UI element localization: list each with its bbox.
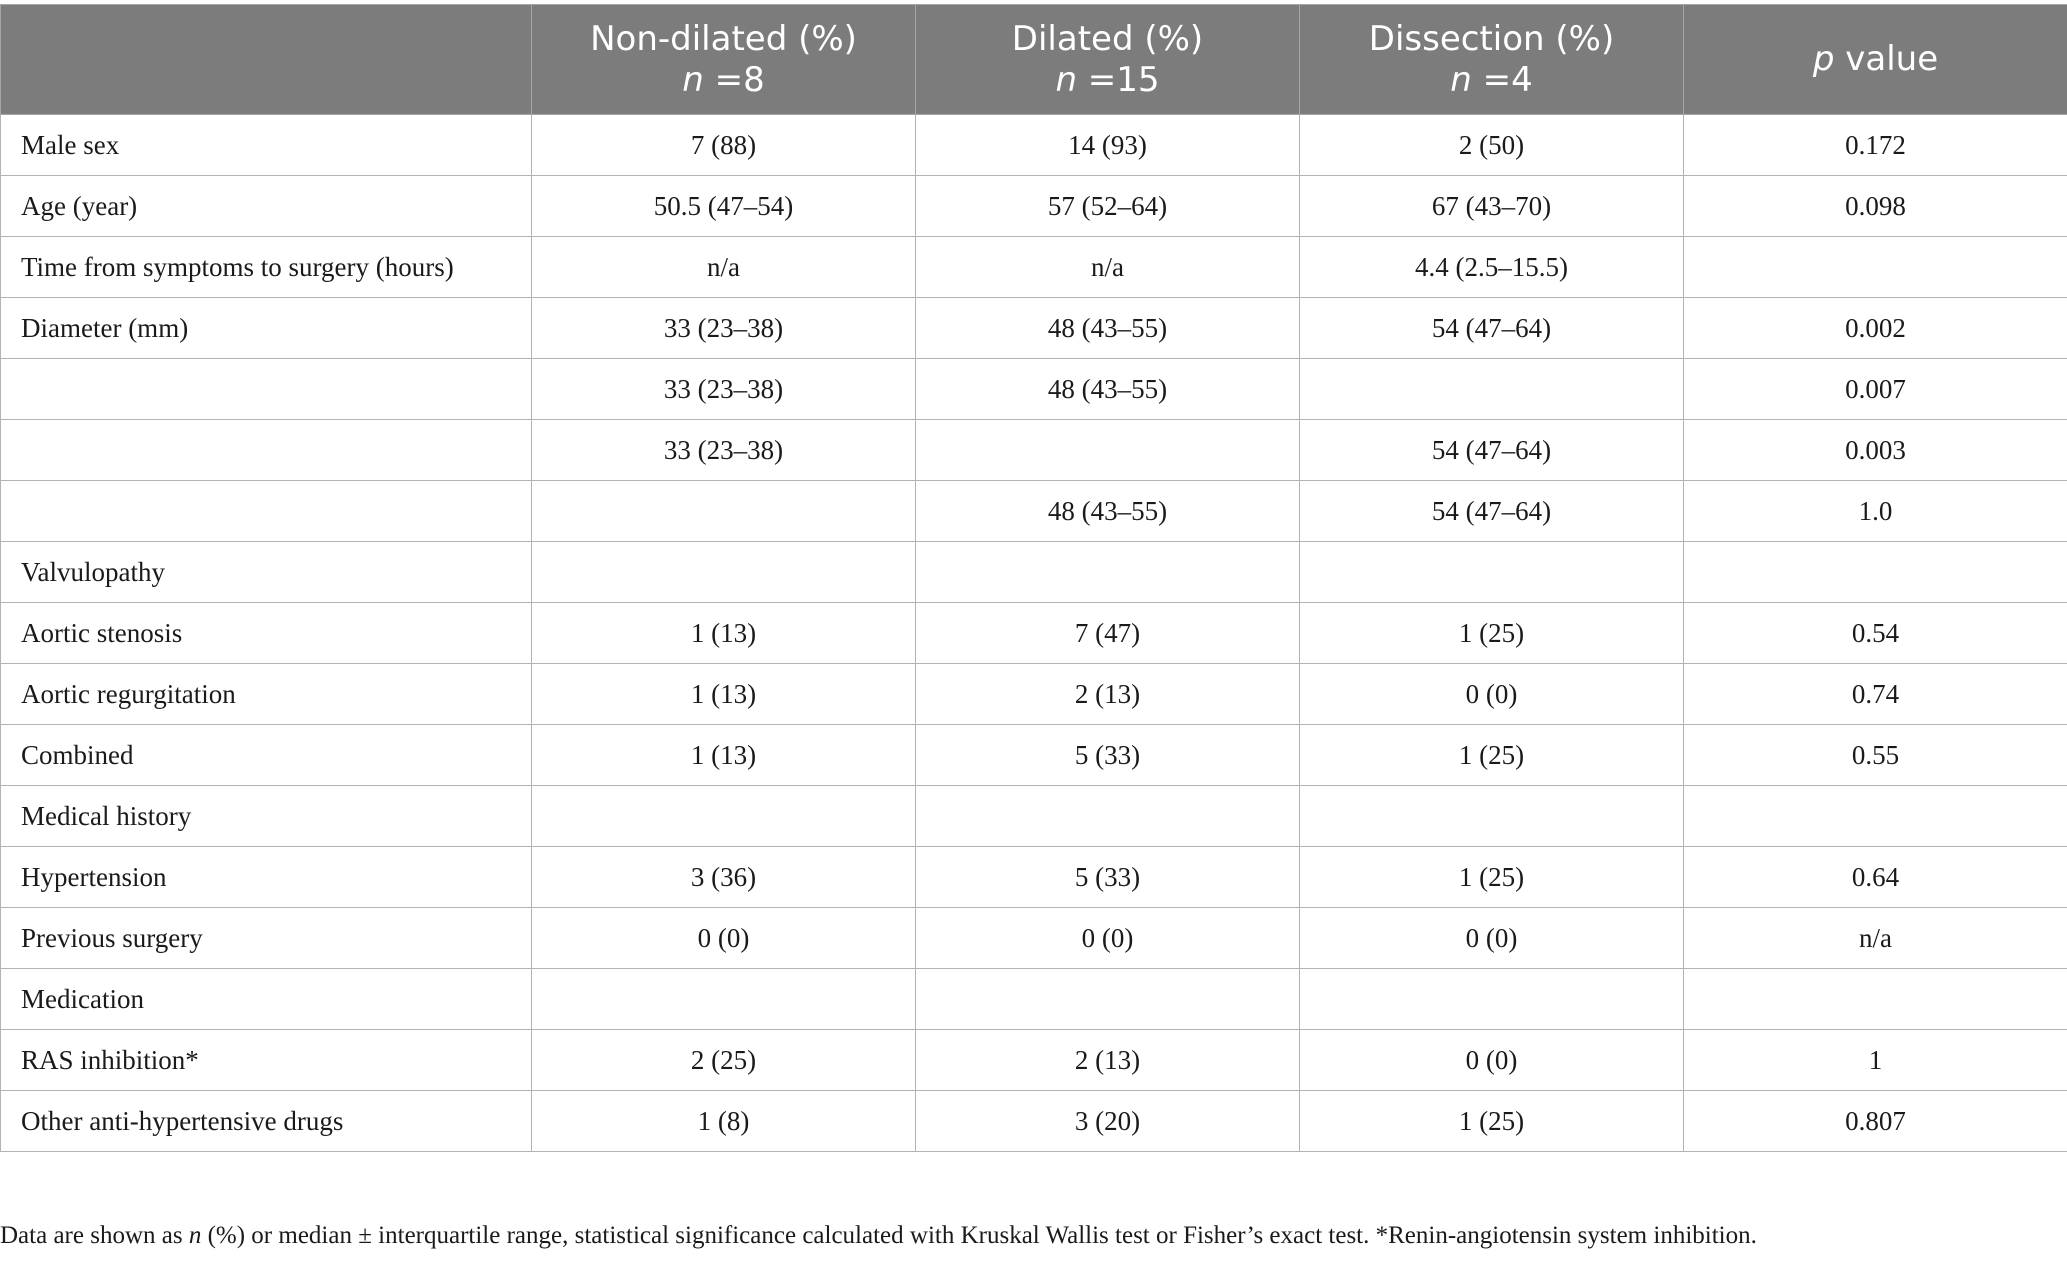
table-row <box>1 176 2067 237</box>
row-label: Aortic regurgitation <box>1 664 532 725</box>
p-italic: p <box>1812 39 1835 79</box>
cell-p-value: 0.002 <box>1684 298 2067 359</box>
row-label <box>1 420 532 481</box>
table-row <box>1 664 2067 725</box>
cell-dilated: 5 (33) <box>916 725 1300 786</box>
cell-non-dilated: 0 (0) <box>532 908 916 969</box>
cell-p-value: 0.003 <box>1684 420 2067 481</box>
cell-non-dilated <box>532 481 916 542</box>
row-label: Hypertension <box>1 847 532 908</box>
cell-p-value: 0.64 <box>1684 847 2067 908</box>
header-dilated <box>916 5 1300 115</box>
header-dissection-label: Dissection (%) <box>1368 18 1615 59</box>
cell-non-dilated: 3 (36) <box>532 847 916 908</box>
header-row <box>1 5 2067 115</box>
cell-dissection: 0 (0) <box>1300 1030 1684 1091</box>
n-count: =15 <box>1077 59 1160 100</box>
footnote-part1: Data are shown as <box>0 1222 189 1249</box>
cell-p-value: 0.807 <box>1684 1091 2067 1152</box>
cell-dilated <box>916 542 1300 603</box>
cell-dilated: 48 (43–55) <box>916 298 1300 359</box>
table-row <box>1 725 2067 786</box>
row-label: Previous surgery <box>1 908 532 969</box>
table-row <box>1 115 2067 176</box>
cell-non-dilated: 50.5 (47–54) <box>532 176 916 237</box>
cell-non-dilated: 7 (88) <box>532 115 916 176</box>
n-italic: n <box>682 59 704 100</box>
cell-dilated: 2 (13) <box>916 664 1300 725</box>
cell-dissection: 54 (47–64) <box>1300 481 1684 542</box>
cell-dilated: 14 (93) <box>916 115 1300 176</box>
cell-dilated <box>916 969 1300 1030</box>
cell-dissection: 1 (25) <box>1300 725 1684 786</box>
cell-dilated: 3 (20) <box>916 1091 1300 1152</box>
cell-dissection <box>1300 359 1684 420</box>
cell-p-value <box>1684 969 2067 1030</box>
row-label: Age (year) <box>1 176 532 237</box>
cell-dissection: 1 (25) <box>1300 847 1684 908</box>
table-row <box>1 603 2067 664</box>
cell-dilated: 2 (13) <box>916 1030 1300 1091</box>
row-label: RAS inhibition* <box>1 1030 532 1091</box>
cell-dilated <box>916 420 1300 481</box>
cell-dilated: 48 (43–55) <box>916 359 1300 420</box>
cell-non-dilated: 1 (8) <box>532 1091 916 1152</box>
header-dilated-label: Dilated (%) <box>1011 18 1204 59</box>
header-dilated-n <box>926 60 1289 101</box>
cell-dissection: 2 (50) <box>1300 115 1684 176</box>
table-row <box>1 359 2067 420</box>
row-label: Time from symptoms to surgery (hours) <box>1 237 532 298</box>
results-table <box>0 4 2067 1152</box>
cell-non-dilated: 33 (23–38) <box>532 359 916 420</box>
cell-non-dilated: n/a <box>532 237 916 298</box>
cell-non-dilated: 33 (23–38) <box>532 420 916 481</box>
p-value-label: value <box>1834 39 1939 79</box>
cell-p-value: 1 <box>1684 1030 2067 1091</box>
row-label <box>1 481 532 542</box>
table-row <box>1 237 2067 298</box>
cell-non-dilated: 1 (13) <box>532 664 916 725</box>
cell-dilated: 7 (47) <box>916 603 1300 664</box>
row-label: Male sex <box>1 115 532 176</box>
cell-dissection: 0 (0) <box>1300 664 1684 725</box>
cell-dilated: 48 (43–55) <box>916 481 1300 542</box>
cell-dilated: n/a <box>916 237 1300 298</box>
row-label: Medical history <box>1 786 532 847</box>
table-header <box>1 5 2067 115</box>
row-label <box>1 359 532 420</box>
cell-non-dilated: 33 (23–38) <box>532 298 916 359</box>
n-count: =8 <box>703 59 765 100</box>
cell-non-dilated: 1 (13) <box>532 725 916 786</box>
n-count: =4 <box>1471 59 1533 100</box>
cell-non-dilated <box>532 969 916 1030</box>
header-non-dilated-n <box>542 60 905 101</box>
cell-dissection <box>1300 542 1684 603</box>
row-label: Valvulopathy <box>1 542 532 603</box>
table-row <box>1 542 2067 603</box>
table-row <box>1 786 2067 847</box>
footnote-part2: (%) or median ± interquartile range, statistical significance calculated with Kruskal Wallis test or Fisher’s exact test. *Renin-angiotensin system inhibition. <box>201 1222 1757 1249</box>
n-italic: n <box>1450 59 1472 100</box>
cell-p-value: 0.172 <box>1684 115 2067 176</box>
cell-dilated: 57 (52–64) <box>916 176 1300 237</box>
table-row <box>1 969 2067 1030</box>
cell-dissection: 1 (25) <box>1300 1091 1684 1152</box>
row-label: Diameter (mm) <box>1 298 532 359</box>
table-row <box>1 481 2067 542</box>
cell-p-value: 1.0 <box>1684 481 2067 542</box>
header-non-dilated-label: Non-dilated (%) <box>590 18 857 59</box>
cell-dilated <box>916 786 1300 847</box>
header-non-dilated <box>532 5 916 115</box>
cell-non-dilated <box>532 542 916 603</box>
table-row <box>1 1030 2067 1091</box>
cell-p-value <box>1684 237 2067 298</box>
cell-dilated: 5 (33) <box>916 847 1300 908</box>
header-p-value <box>1684 5 2067 115</box>
header-label-cell <box>1 5 532 115</box>
table-row <box>1 420 2067 481</box>
n-italic: n <box>1055 59 1077 100</box>
footnote-italic-n: n <box>188 1222 202 1249</box>
table-row <box>1 1091 2067 1152</box>
cell-dissection: 0 (0) <box>1300 908 1684 969</box>
cell-dissection: 1 (25) <box>1300 603 1684 664</box>
row-label: Other anti-hypertensive drugs <box>1 1091 532 1152</box>
table-row <box>1 298 2067 359</box>
row-label: Medication <box>1 969 532 1030</box>
cell-dissection <box>1300 969 1684 1030</box>
cell-dissection <box>1300 786 1684 847</box>
cell-dissection: 4.4 (2.5–15.5) <box>1300 237 1684 298</box>
cell-p-value: 0.54 <box>1684 603 2067 664</box>
cell-dissection: 54 (47–64) <box>1300 420 1684 481</box>
cell-non-dilated: 1 (13) <box>532 603 916 664</box>
cell-dilated: 0 (0) <box>916 908 1300 969</box>
data-table-container <box>0 4 2067 1152</box>
cell-p-value: 0.007 <box>1684 359 2067 420</box>
header-dissection <box>1300 5 1684 115</box>
cell-p-value <box>1684 786 2067 847</box>
cell-dissection: 54 (47–64) <box>1300 298 1684 359</box>
cell-p-value: 0.55 <box>1684 725 2067 786</box>
table-footnote <box>0 1222 2067 1250</box>
cell-p-value: n/a <box>1684 908 2067 969</box>
table-row <box>1 908 2067 969</box>
table-body <box>1 115 2067 1152</box>
cell-p-value <box>1684 542 2067 603</box>
cell-p-value: 0.098 <box>1684 176 2067 237</box>
cell-non-dilated: 2 (25) <box>532 1030 916 1091</box>
table-row <box>1 847 2067 908</box>
row-label: Aortic stenosis <box>1 603 532 664</box>
cell-dissection: 67 (43–70) <box>1300 176 1684 237</box>
row-label: Combined <box>1 725 532 786</box>
header-dissection-n <box>1310 60 1673 101</box>
cell-p-value: 0.74 <box>1684 664 2067 725</box>
cell-non-dilated <box>532 786 916 847</box>
